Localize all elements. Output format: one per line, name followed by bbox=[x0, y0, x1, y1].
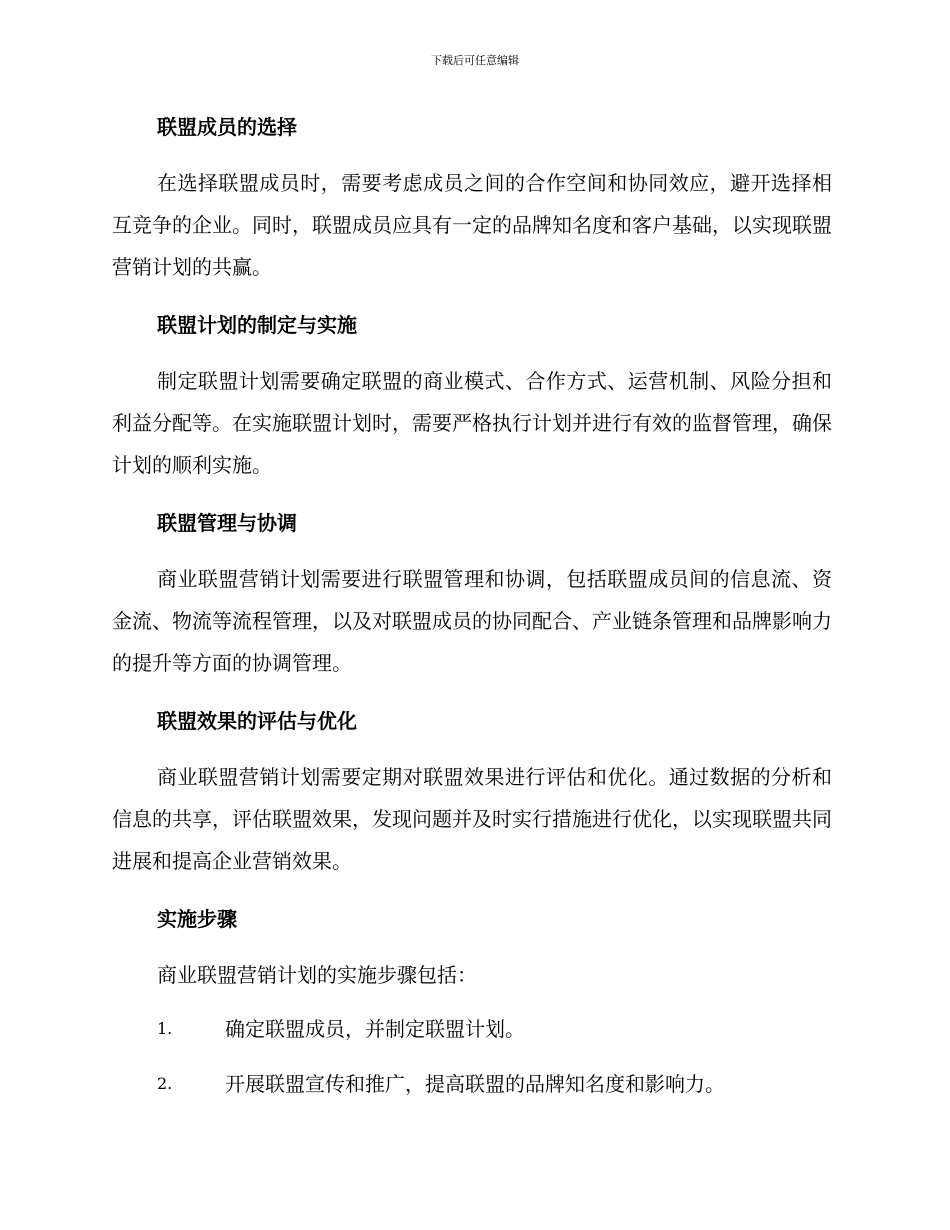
section-plan-implementation bbox=[112, 306, 832, 486]
section-heading: 联盟成员的选择 bbox=[157, 115, 297, 139]
list-item-text: 开展联盟宣传和推广，提高联盟的品牌知名度和影响力。 bbox=[225, 1072, 725, 1096]
page-header-note: 下载后可任意编辑 bbox=[431, 54, 519, 67]
section-heading: 实施步骤 bbox=[157, 907, 237, 931]
section-paragraph: 商业联盟营销计划需要定期对联盟效果进行评估和优化。通过数据的分析和信息的共享，评估联盟效果，发现问题并及时实行措施进行优化，以实现联盟共同进展和提高企业营销效果。 bbox=[112, 765, 832, 873]
document-body bbox=[112, 108, 832, 1123]
section-paragraph: 制定联盟计划需要确定联盟的商业模式、合作方式、运营机制、风险分担和利益分配等。在实施联盟计划时，需要严格执行计划并进行有效的监督管理，确保计划的顺利实施。 bbox=[112, 369, 832, 477]
section-implementation-steps bbox=[112, 900, 832, 1105]
section-member-selection bbox=[112, 108, 832, 288]
section-heading: 联盟管理与协调 bbox=[157, 511, 297, 535]
list-item bbox=[112, 1008, 832, 1050]
section-paragraph: 在选择联盟成员时，需要考虑成员之间的合作空间和协同效应，避开选择相互竞争的企业。同时，联盟成员应具有一定的品牌知名度和客户基础，以实现联盟营销计划的共赢。 bbox=[112, 171, 832, 279]
section-heading: 联盟效果的评估与优化 bbox=[157, 709, 357, 733]
steps-list bbox=[112, 1008, 832, 1105]
section-management-coordination bbox=[112, 504, 832, 684]
list-item-number: 2. bbox=[157, 1074, 173, 1093]
section-evaluation-optimization bbox=[112, 702, 832, 882]
section-paragraph: 商业联盟营销计划需要进行联盟管理和协调，包括联盟成员间的信息流、资金流、物流等流程管理，以及对联盟成员的协同配合、产业链条管理和品牌影响力的提升等方面的协调管理。 bbox=[112, 567, 832, 675]
section-heading: 联盟计划的制定与实施 bbox=[157, 313, 357, 337]
steps-intro: 商业联盟营销计划的实施步骤包括： bbox=[157, 963, 477, 987]
list-item-text: 确定联盟成员，并制定联盟计划。 bbox=[225, 1017, 525, 1041]
list-item-number: 1. bbox=[157, 1019, 173, 1038]
list-item bbox=[112, 1063, 832, 1105]
